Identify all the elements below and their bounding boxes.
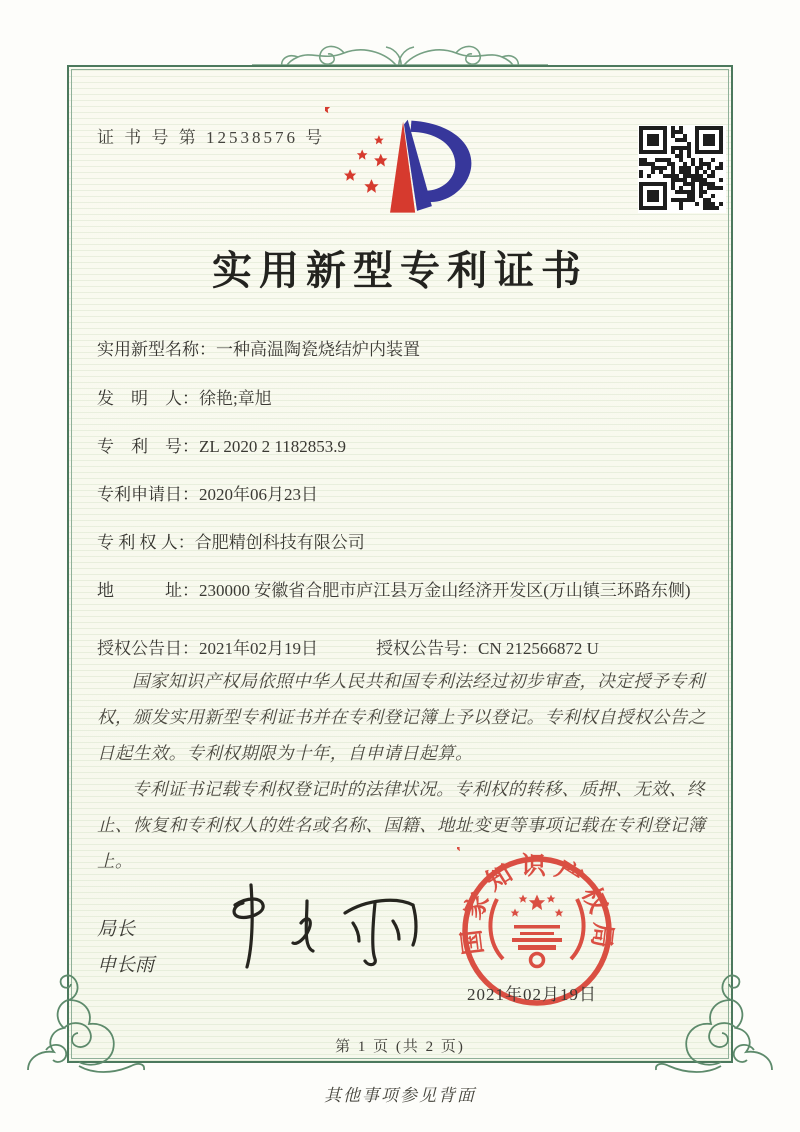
seal-text: 国家知识产权局 — [457, 852, 617, 957]
director-block — [97, 912, 154, 984]
field-label: 实用新型名称： — [97, 340, 216, 359]
grant-date — [97, 634, 318, 659]
field-label: 专利申请日： — [97, 485, 199, 504]
field-label: 发 明 人： — [97, 389, 199, 408]
director-name: 申长雨 — [97, 955, 155, 976]
field-value: 合肥精创科技有限公司 — [194, 533, 365, 552]
field-patent-number — [97, 436, 705, 460]
qr-code — [638, 125, 726, 213]
director-signature — [217, 875, 427, 975]
field-value: 徐艳;章旭 — [199, 389, 272, 408]
field-value: 230000 安徽省合肥市庐江县万金山经济开发区(万山镇三环路东侧) — [199, 581, 691, 600]
grant-row — [97, 634, 705, 659]
legal-paragraph-1: 国家知识产权局依照中华人民共和国专利法经过初步审查，决定授予专利权，颁发实用新型专利证书并在专利登记簿上予以登记。专利权自授权公告之日起生效。专利权期限为十年，自申请日起算。 — [97, 671, 706, 763]
field-label: 专 利 号： — [97, 437, 199, 456]
certificate-title: 实用新型专利证书 — [212, 248, 588, 293]
field-value: ZL 2020 2 1182853.9 — [199, 437, 347, 456]
grant-date-value: 2021年02月19日 — [199, 639, 318, 658]
grant-date-label: 授权公告日： — [97, 639, 199, 658]
cnipa-logo — [325, 107, 483, 231]
field-value: 2020年06月23日 — [199, 485, 318, 504]
field-patentee — [97, 532, 705, 556]
grant-number-value: CN 212566872 U — [478, 639, 599, 658]
field-utility-model-name — [97, 339, 705, 363]
field-value: 一种高温陶瓷烧结炉内装置 — [216, 340, 420, 359]
grant-number-label: 授权公告号： — [376, 639, 478, 658]
field-address — [97, 580, 705, 604]
legal-paragraph-2: 专利证书记载专利权登记时的法律状况。专利权的转移、质押、无效、终止、恢复和专利权人的姓名或名称、国籍、地址变更等事项记载在专利登记簿上。 — [97, 779, 706, 871]
certificate-number: 证 书 号 第 12538576 号 — [97, 128, 326, 147]
seal-date: 2021年02月19日 — [467, 985, 597, 1004]
page-number: 第 1 页 (共 2 页) — [335, 1039, 465, 1055]
field-inventor — [97, 388, 705, 412]
back-note: 其他事项参见背面 — [324, 1086, 476, 1105]
field-label: 地 址： — [97, 581, 199, 600]
certificate-frame — [67, 65, 733, 1063]
grant-number — [376, 634, 599, 659]
field-label: 专 利 权 人： — [97, 533, 195, 552]
field-filing-date — [97, 484, 705, 508]
director-title: 局长 — [97, 919, 136, 940]
